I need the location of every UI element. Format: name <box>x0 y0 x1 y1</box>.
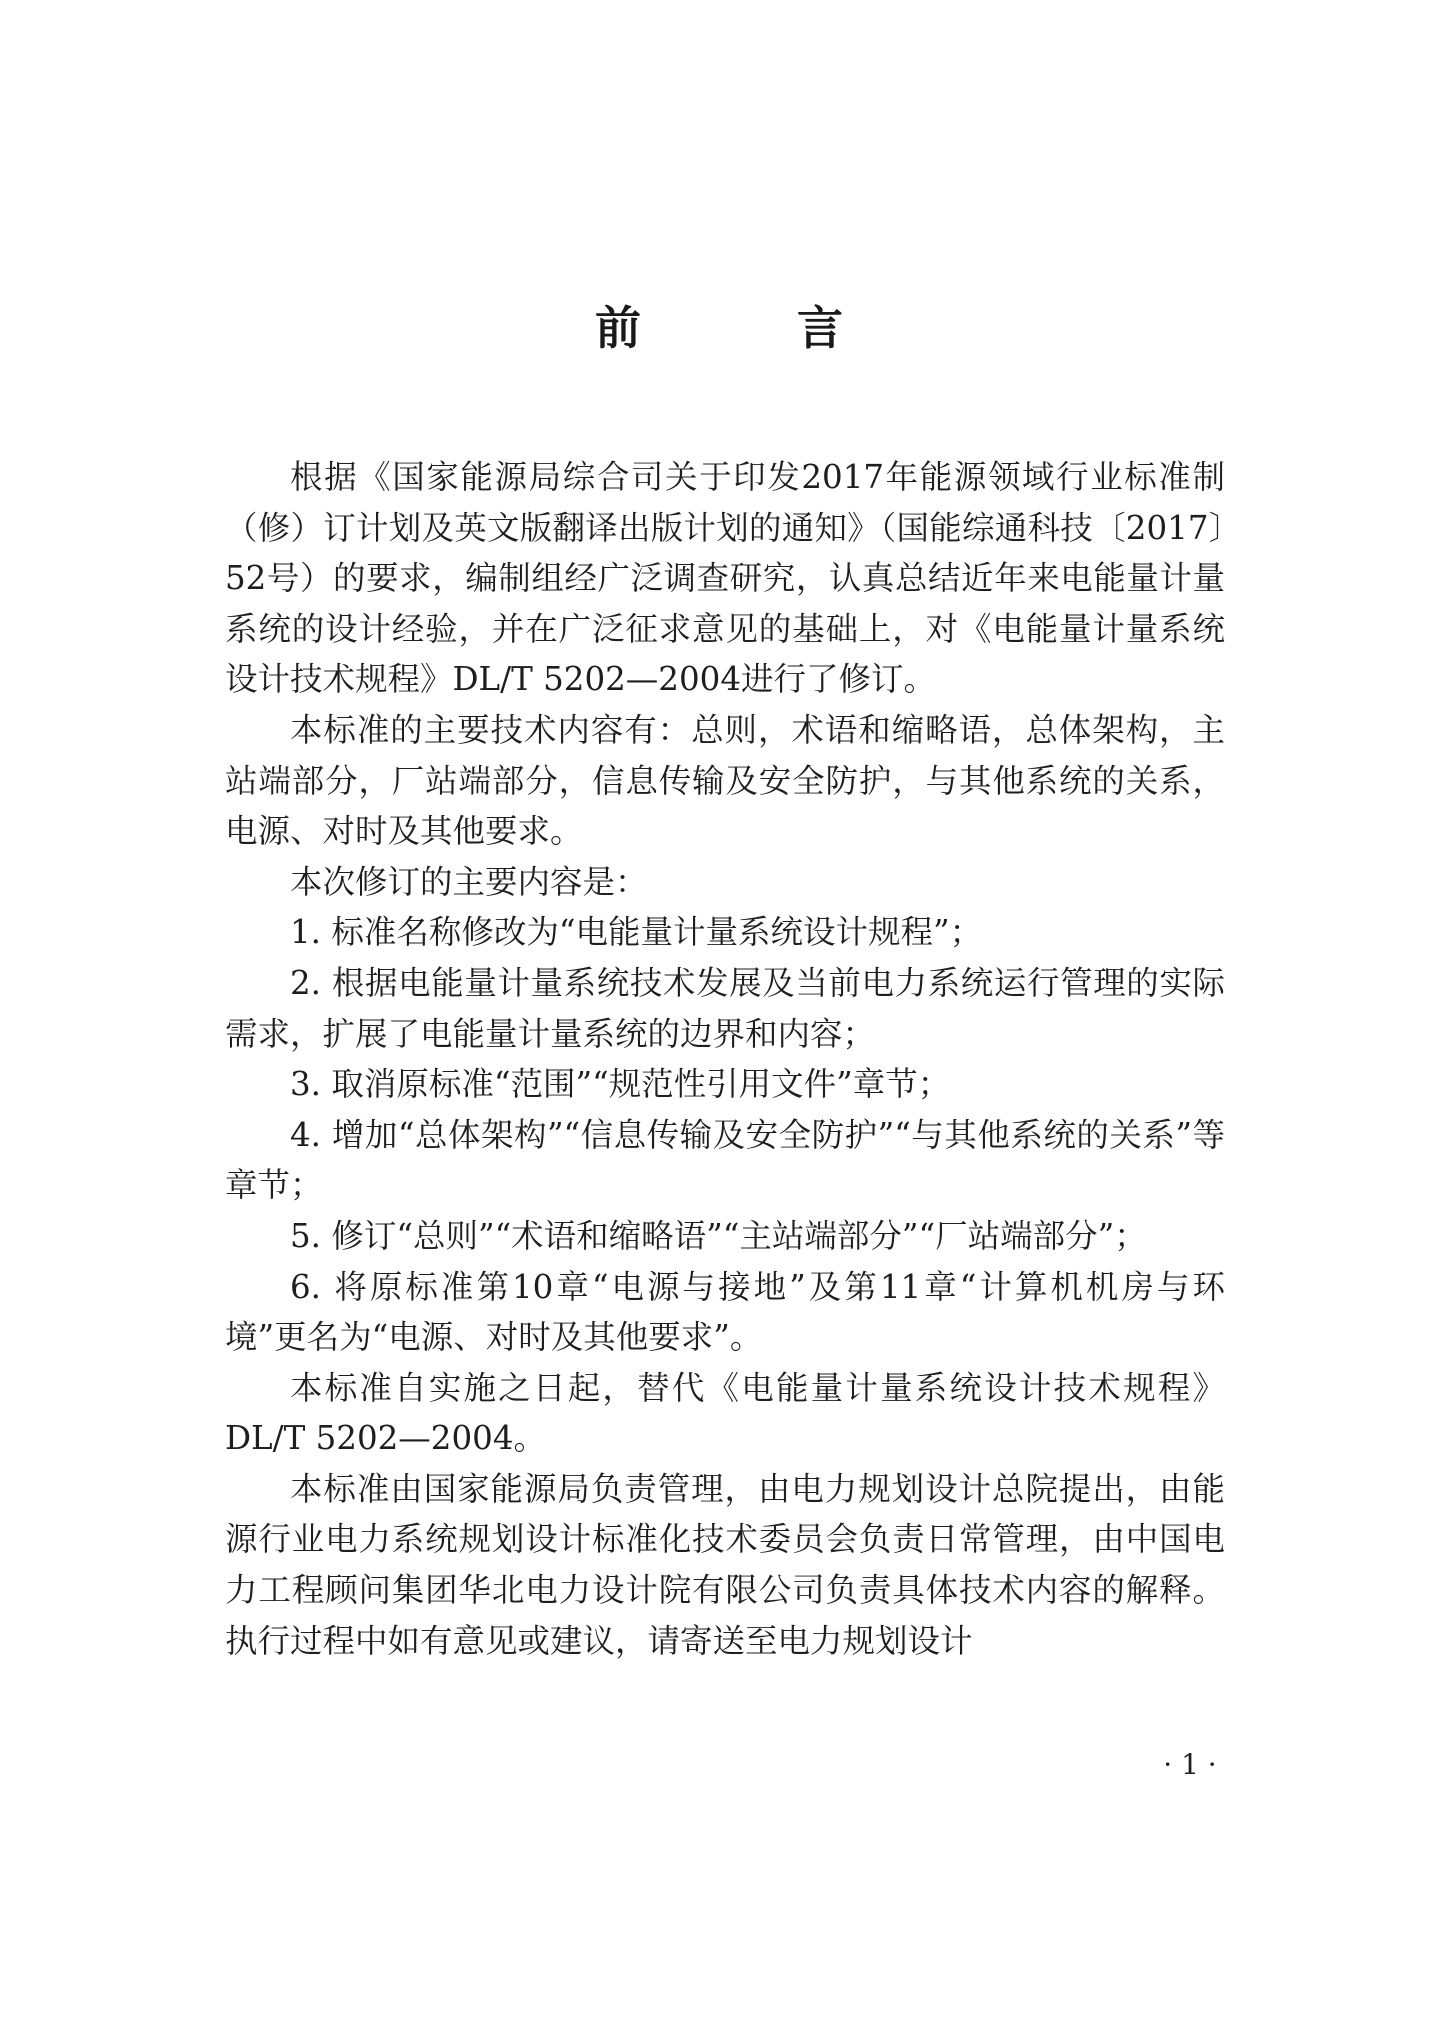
page-title: 前 言 <box>594 301 913 355</box>
page-number: · 1 · <box>1163 1748 1217 1781</box>
paragraph-revision-intro: 本次修订的主要内容是： <box>290 862 648 901</box>
body-text <box>225 452 1225 1666</box>
list-item-6: 6. 将原标准第10章“电源与接地”及第11章“计算机机房与环境”更名为“电源、对时及其他要求”。 <box>225 1267 1225 1357</box>
paragraph-replacement: 本标准自实施之日起，替代《电能量计量系统设计技术规程》DL/T 5202—2004。 <box>225 1368 1225 1458</box>
list-item-2: 2. 根据电能量计量系统技术发展及当前电力系统运行管理的实际需求，扩展了电能量计量系统的边界和内容； <box>225 963 1225 1053</box>
list-item-1: 1. 标准名称修改为“电能量计量系统设计规程”； <box>290 913 983 952</box>
list-item-5: 5. 修订“总则”“术语和缩略语”“主站端部分”“厂站端部分”； <box>290 1216 1147 1255</box>
paragraph-main-content: 本标准的主要技术内容有：总则，术语和缩略语，总体架构，主站端部分，厂站端部分，信息传输及安全防护，与其他系统的关系，电源、对时及其他要求。 <box>225 710 1225 851</box>
paragraph-management: 本标准由国家能源局负责管理，由电力规划设计总院提出，由能源行业电力系统规划设计标准化技术委员会负责日常管理，由中国电力工程顾问集团华北电力设计院有限公司负责具体技术内容的解释。执行过程中如有意见或建议，请寄送至电力规划设计 <box>225 1469 1225 1660</box>
list-item-4: 4. 增加“总体架构”“信息传输及安全防护”“与其他系统的关系”等章节； <box>225 1115 1225 1205</box>
list-item-3: 3. 取消原标准“范围”“规范性引用文件”章节； <box>290 1065 951 1104</box>
paragraph-intro: 根据《国家能源局综合司关于印发2017年能源领域行业标准制（修）订计划及英文版翻译出版计划的通知》（国能综通科技〔2017〕52号）的要求，编制组经广泛调查研究，认真总结近年来电能量计量系统的设计经验，并在广泛征求意见的基础上，对《电能量计量系统设计技术规程》DL/T 5202—2004进行了修订。 <box>225 458 1225 699</box>
